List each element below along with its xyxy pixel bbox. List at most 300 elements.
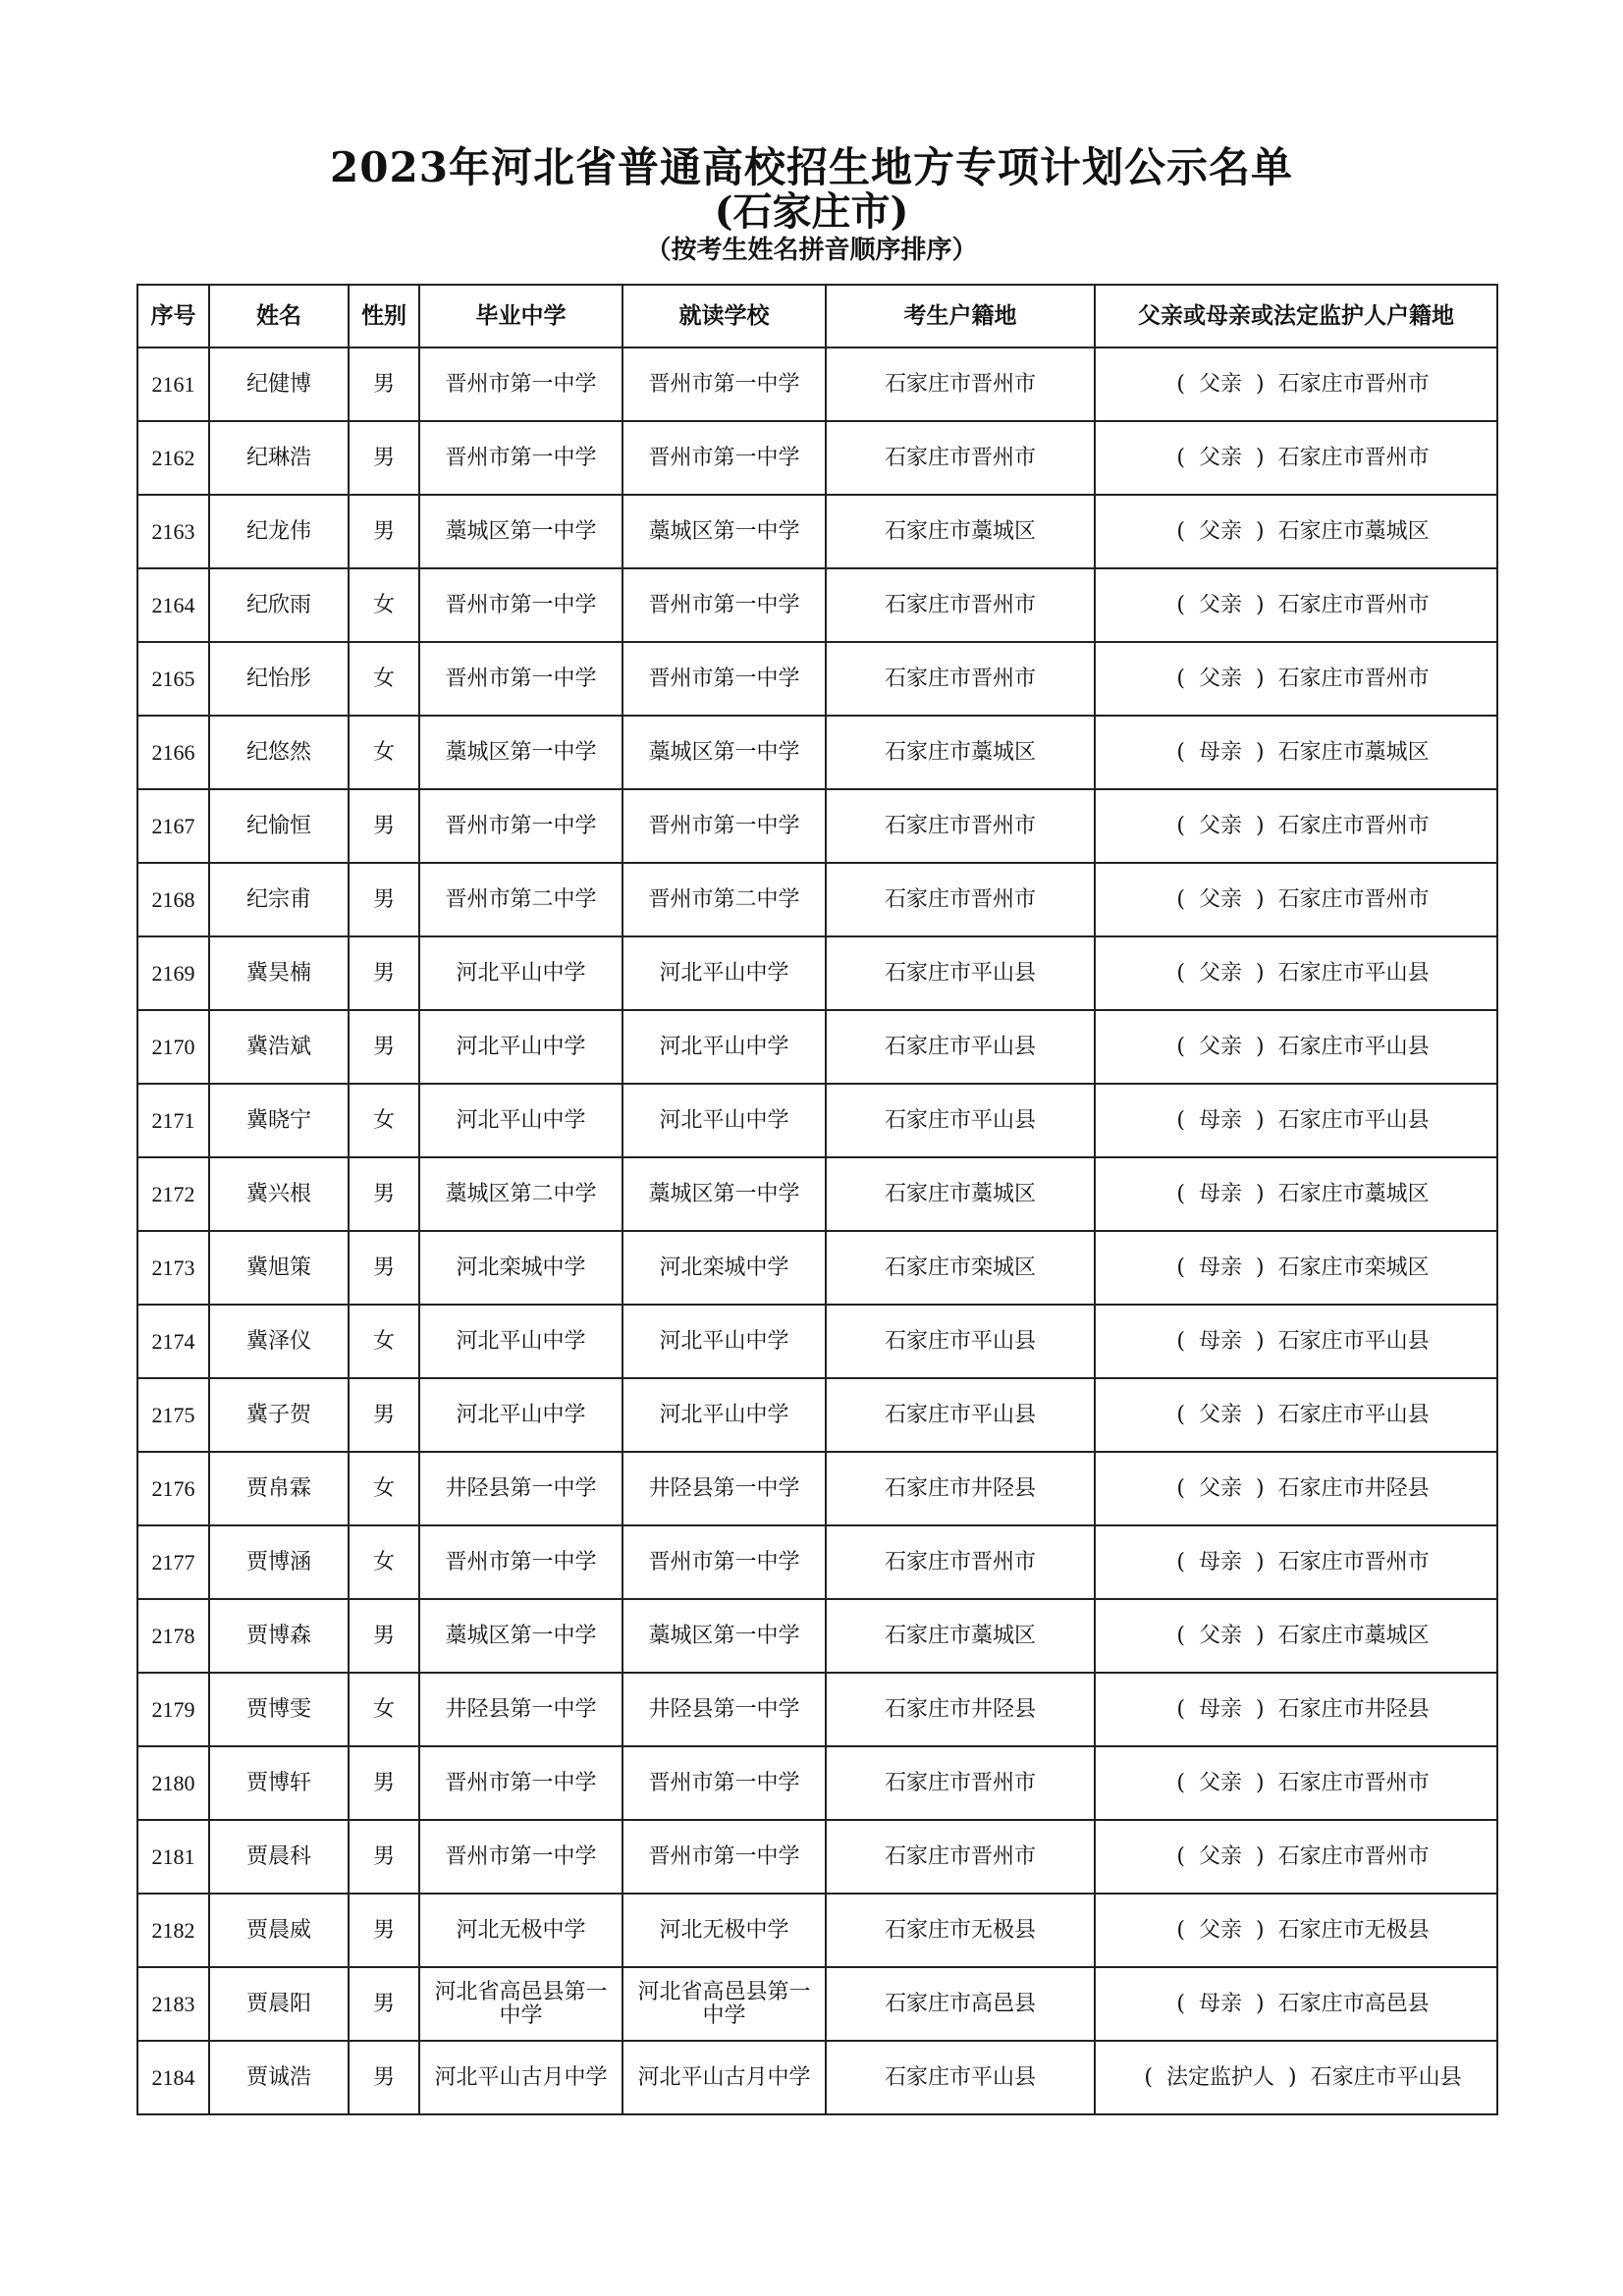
guardian-type: 父亲: [1198, 1475, 1242, 1501]
table-row: [137, 1452, 1497, 1525]
student-residence-cell: 石家庄市晋州市: [826, 421, 1095, 495]
guardian-residence-cell: [1095, 1157, 1497, 1231]
gender-cell: 男: [349, 1967, 419, 2041]
open-paren: (: [1176, 739, 1185, 765]
serial-cell: 2182: [137, 1894, 209, 1967]
serial-cell: 2169: [137, 936, 209, 1010]
guardian-residence-cell: [1095, 1967, 1497, 2041]
open-paren: (: [1176, 1181, 1185, 1206]
guardian-residence: 石家庄市平山县: [1277, 1034, 1430, 1059]
open-paren: (: [1176, 666, 1185, 691]
guardian-residence-cell: [1095, 1746, 1497, 1820]
guardian-residence-cell: [1095, 2041, 1497, 2114]
graduation-school-cell: 河北平山中学: [419, 1084, 622, 1157]
graduation-school-cell: 井陉县第一中学: [419, 1452, 622, 1525]
student-residence-cell: 石家庄市平山县: [826, 1378, 1095, 1452]
guardian-residence-cell: [1095, 1378, 1497, 1452]
gender-cell: 女: [349, 1525, 419, 1599]
header-graduation-school: 毕业中学: [419, 285, 622, 347]
student-residence-cell: 石家庄市晋州市: [826, 568, 1095, 642]
gender-cell: 男: [349, 1378, 419, 1452]
gender-cell: 女: [349, 642, 419, 716]
gender-cell: 男: [349, 421, 419, 495]
table-row: [137, 1378, 1497, 1452]
guardian-residence: 石家庄市平山县: [1277, 1402, 1430, 1427]
guardian-type: 母亲: [1198, 1549, 1242, 1575]
header-current-school: 就读学校: [622, 285, 826, 347]
serial-cell: 2172: [137, 1157, 209, 1231]
current-school-cell: 晋州市第一中学: [622, 789, 826, 863]
guardian-residence-cell: [1095, 568, 1497, 642]
guardian-residence: 石家庄市晋州市: [1277, 445, 1430, 470]
guardian-residence: 石家庄市晋州市: [1277, 1549, 1430, 1575]
serial-cell: 2180: [137, 1746, 209, 1820]
name-cell: 纪健博: [209, 347, 349, 421]
guardian-type: 父亲: [1198, 1843, 1242, 1869]
current-school-cell: 井陉县第一中学: [622, 1452, 826, 1525]
open-paren: (: [1176, 371, 1185, 397]
header-guardian-residence: 父亲或母亲或法定监护人户籍地: [1095, 285, 1497, 347]
student-residence-cell: 石家庄市井陉县: [826, 1673, 1095, 1746]
graduation-school-cell: 晋州市第一中学: [419, 1746, 622, 1820]
guardian-residence: 石家庄市高邑县: [1277, 1991, 1430, 2016]
student-residence-cell: 石家庄市平山县: [826, 1305, 1095, 1378]
gender-cell: 女: [349, 1452, 419, 1525]
table-row: [137, 1820, 1497, 1894]
table-row: [137, 1010, 1497, 1084]
open-paren: (: [1176, 1917, 1185, 1943]
graduation-school-cell: 河北平山中学: [419, 1378, 622, 1452]
close-paren: ): [1256, 445, 1265, 470]
current-school-cell: 河北省高邑县第一中学: [622, 1967, 826, 2041]
name-cell: 贾晨科: [209, 1820, 349, 1894]
student-residence-cell: 石家庄市平山县: [826, 1084, 1095, 1157]
close-paren: ): [1256, 592, 1265, 617]
table-row: [137, 1305, 1497, 1378]
graduation-school-cell: 河北平山中学: [419, 1305, 622, 1378]
close-paren: ): [1256, 1549, 1265, 1575]
guardian-residence: 石家庄市平山县: [1277, 960, 1430, 986]
student-residence-cell: 石家庄市晋州市: [826, 789, 1095, 863]
gender-cell: 女: [349, 1084, 419, 1157]
graduation-school-cell: 晋州市第二中学: [419, 863, 622, 936]
student-residence-cell: 石家庄市高邑县: [826, 1967, 1095, 2041]
guardian-residence: 石家庄市晋州市: [1277, 886, 1430, 912]
name-cell: 贾博轩: [209, 1746, 349, 1820]
current-school-cell: 藁城区第一中学: [622, 495, 826, 568]
guardian-type: 母亲: [1198, 1107, 1242, 1133]
student-residence-cell: 石家庄市晋州市: [826, 347, 1095, 421]
close-paren: ): [1256, 1991, 1265, 2016]
guardian-type: 母亲: [1198, 1181, 1242, 1206]
guardian-residence-cell: [1095, 1010, 1497, 1084]
current-school-cell: 河北平山古月中学: [622, 2041, 826, 2114]
current-school-cell: 晋州市第一中学: [622, 1820, 826, 1894]
name-cell: 贾博涵: [209, 1525, 349, 1599]
name-cell: 纪龙伟: [209, 495, 349, 568]
close-paren: ): [1256, 1475, 1265, 1501]
current-school-cell: 河北平山中学: [622, 1305, 826, 1378]
guardian-type: 父亲: [1198, 666, 1242, 691]
table-row: [137, 1894, 1497, 1967]
name-cell: 贾帛霖: [209, 1452, 349, 1525]
open-paren: (: [1176, 960, 1185, 986]
student-residence-cell: 石家庄市藁城区: [826, 716, 1095, 789]
close-paren: ): [1256, 1843, 1265, 1869]
table-row: [137, 495, 1497, 568]
guardian-type: 母亲: [1198, 1255, 1242, 1280]
serial-cell: 2163: [137, 495, 209, 568]
guardian-residence-cell: [1095, 1231, 1497, 1305]
name-cell: 贾诚浩: [209, 2041, 349, 2114]
open-paren: (: [1176, 1696, 1185, 1722]
serial-cell: 2181: [137, 1820, 209, 1894]
serial-cell: 2164: [137, 568, 209, 642]
guardian-residence: 石家庄市平山县: [1310, 2064, 1462, 2090]
guardian-residence: 石家庄市井陉县: [1277, 1696, 1430, 1722]
close-paren: ): [1256, 1255, 1265, 1280]
name-cell: 纪欣雨: [209, 568, 349, 642]
close-paren: ): [1256, 518, 1265, 544]
guardian-residence: 石家庄市无极县: [1277, 1917, 1430, 1943]
gender-cell: 男: [349, 863, 419, 936]
table-header-row: [137, 285, 1497, 347]
guardian-residence-cell: [1095, 1673, 1497, 1746]
guardian-residence-cell: [1095, 789, 1497, 863]
serial-cell: 2161: [137, 347, 209, 421]
serial-cell: 2179: [137, 1673, 209, 1746]
header-student-residence: 考生户籍地: [826, 285, 1095, 347]
serial-cell: 2167: [137, 789, 209, 863]
guardian-residence: 石家庄市藁城区: [1277, 1181, 1430, 1206]
close-paren: ): [1256, 1623, 1265, 1648]
student-residence-cell: 石家庄市晋州市: [826, 1746, 1095, 1820]
guardian-type: 父亲: [1198, 445, 1242, 470]
gender-cell: 男: [349, 347, 419, 421]
graduation-school-cell: 晋州市第一中学: [419, 568, 622, 642]
gender-cell: 女: [349, 716, 419, 789]
graduation-school-cell: 晋州市第一中学: [419, 789, 622, 863]
serial-cell: 2174: [137, 1305, 209, 1378]
header-gender: 性别: [349, 285, 419, 347]
guardian-type: 父亲: [1198, 592, 1242, 617]
current-school-cell: 藁城区第一中学: [622, 1599, 826, 1673]
guardian-residence-cell: [1095, 716, 1497, 789]
table-row: [137, 1525, 1497, 1599]
close-paren: ): [1256, 666, 1265, 691]
document-sort-note: （按考生姓名拼音顺序排序）: [645, 236, 978, 265]
graduation-school-cell: 晋州市第一中学: [419, 642, 622, 716]
current-school-cell: 晋州市第一中学: [622, 421, 826, 495]
serial-cell: 2177: [137, 1525, 209, 1599]
table-row: [137, 1157, 1497, 1231]
open-paren: (: [1176, 1549, 1185, 1575]
guardian-type: 母亲: [1198, 1991, 1242, 2016]
guardian-residence: 石家庄市藁城区: [1277, 518, 1430, 544]
guardian-type: 父亲: [1198, 1034, 1242, 1059]
guardian-residence-cell: [1095, 1084, 1497, 1157]
graduation-school-cell: 藁城区第一中学: [419, 1599, 622, 1673]
close-paren: ): [1256, 1034, 1265, 1059]
serial-cell: 2184: [137, 2041, 209, 2114]
name-cell: 冀兴根: [209, 1157, 349, 1231]
current-school-cell: 晋州市第一中学: [622, 1525, 826, 1599]
guardian-type: 父亲: [1198, 1623, 1242, 1648]
guardian-residence: 石家庄市晋州市: [1277, 666, 1430, 691]
graduation-school-cell: 河北无极中学: [419, 1894, 622, 1967]
guardian-residence: 石家庄市藁城区: [1277, 739, 1430, 765]
serial-cell: 2168: [137, 863, 209, 936]
gender-cell: 女: [349, 1673, 419, 1746]
guardian-type: 父亲: [1198, 1402, 1242, 1427]
current-school-cell: 晋州市第二中学: [622, 863, 826, 936]
student-residence-cell: 石家庄市晋州市: [826, 1820, 1095, 1894]
guardian-residence: 石家庄市平山县: [1277, 1107, 1430, 1133]
graduation-school-cell: 晋州市第一中学: [419, 347, 622, 421]
gender-cell: 男: [349, 1599, 419, 1673]
gender-cell: 男: [349, 1231, 419, 1305]
graduation-school-cell: 河北平山中学: [419, 1010, 622, 1084]
name-cell: 纪宗甫: [209, 863, 349, 936]
open-paren: (: [1176, 1328, 1185, 1354]
serial-cell: 2166: [137, 716, 209, 789]
guardian-residence: 石家庄市晋州市: [1277, 371, 1430, 397]
close-paren: ): [1256, 1181, 1265, 1206]
guardian-residence-cell: [1095, 642, 1497, 716]
name-cell: 贾晨阳: [209, 1967, 349, 2041]
student-residence-cell: 石家庄市藁城区: [826, 1599, 1095, 1673]
guardian-type: 父亲: [1198, 1770, 1242, 1795]
name-cell: 纪琳浩: [209, 421, 349, 495]
name-cell: 纪悠然: [209, 716, 349, 789]
table-row: [137, 716, 1497, 789]
guardian-residence: 石家庄市平山县: [1277, 1328, 1430, 1354]
serial-cell: 2165: [137, 642, 209, 716]
guardian-type: 父亲: [1198, 960, 1242, 986]
table-row: [137, 1231, 1497, 1305]
graduation-school-cell: 藁城区第二中学: [419, 1157, 622, 1231]
current-school-cell: 藁城区第一中学: [622, 716, 826, 789]
graduation-school-cell: 晋州市第一中学: [419, 1525, 622, 1599]
gender-cell: 男: [349, 1157, 419, 1231]
student-residence-cell: 石家庄市藁城区: [826, 1157, 1095, 1231]
current-school-cell: 晋州市第一中学: [622, 642, 826, 716]
guardian-residence: 石家庄市晋州市: [1277, 1843, 1430, 1869]
current-school-cell: 藁城区第一中学: [622, 1157, 826, 1231]
serial-cell: 2171: [137, 1084, 209, 1157]
student-residence-cell: 石家庄市井陉县: [826, 1452, 1095, 1525]
serial-cell: 2162: [137, 421, 209, 495]
serial-cell: 2178: [137, 1599, 209, 1673]
table-row: [137, 1599, 1497, 1673]
open-paren: (: [1176, 518, 1185, 544]
close-paren: ): [1256, 1696, 1265, 1722]
guardian-residence: 石家庄市栾城区: [1277, 1255, 1430, 1280]
gender-cell: 男: [349, 936, 419, 1010]
guardian-type: 母亲: [1198, 739, 1242, 765]
guardian-type: 母亲: [1198, 1328, 1242, 1354]
student-residence-cell: 石家庄市晋州市: [826, 642, 1095, 716]
student-residence-cell: 石家庄市平山县: [826, 2041, 1095, 2114]
guardian-residence-cell: [1095, 1820, 1497, 1894]
open-paren: (: [1144, 2064, 1153, 2090]
student-residence-cell: 石家庄市晋州市: [826, 1525, 1095, 1599]
name-cell: 冀旭策: [209, 1231, 349, 1305]
header-name: 姓名: [209, 285, 349, 347]
gender-cell: 女: [349, 1305, 419, 1378]
open-paren: (: [1176, 1770, 1185, 1795]
graduation-school-cell: 河北平山中学: [419, 936, 622, 1010]
name-cell: 冀晓宁: [209, 1084, 349, 1157]
document-subtitle-city: (石家庄市): [714, 188, 909, 235]
current-school-cell: 河北平山中学: [622, 1084, 826, 1157]
current-school-cell: 河北无极中学: [622, 1894, 826, 1967]
serial-cell: 2170: [137, 1010, 209, 1084]
table-row: [137, 1673, 1497, 1746]
graduation-school-cell: 晋州市第一中学: [419, 421, 622, 495]
open-paren: (: [1176, 1623, 1185, 1648]
guardian-residence: 石家庄市晋州市: [1277, 592, 1430, 617]
table-row: [137, 642, 1497, 716]
open-paren: (: [1176, 1843, 1185, 1869]
close-paren: ): [1256, 1770, 1265, 1795]
open-paren: (: [1176, 813, 1185, 838]
table-row: [137, 863, 1497, 936]
graduation-school-cell: 河北省高邑县第一中学: [419, 1967, 622, 2041]
current-school-cell: 晋州市第一中学: [622, 347, 826, 421]
gender-cell: 男: [349, 789, 419, 863]
guardian-residence-cell: [1095, 1599, 1497, 1673]
document-title: 2023年河北省普通高校招生地方专项计划公示名单: [330, 143, 1293, 191]
table-row: [137, 421, 1497, 495]
name-cell: 贾晨威: [209, 1894, 349, 1967]
name-cell: 纪怡彤: [209, 642, 349, 716]
current-school-cell: 河北栾城中学: [622, 1231, 826, 1305]
open-paren: (: [1176, 1402, 1185, 1427]
guardian-residence-cell: [1095, 1452, 1497, 1525]
guardian-residence-cell: [1095, 1525, 1497, 1599]
open-paren: (: [1176, 886, 1185, 912]
table-row: [137, 1967, 1497, 2041]
gender-cell: 女: [349, 568, 419, 642]
close-paren: ): [1256, 1917, 1265, 1943]
close-paren: ): [1256, 1402, 1265, 1427]
guardian-residence-cell: [1095, 1894, 1497, 1967]
open-paren: (: [1176, 1255, 1185, 1280]
guardian-type: 母亲: [1198, 1696, 1242, 1722]
student-residence-cell: 石家庄市无极县: [826, 1894, 1095, 1967]
student-residence-cell: 石家庄市平山县: [826, 936, 1095, 1010]
guardian-type: 法定监护人: [1165, 2064, 1274, 2090]
graduation-school-cell: 藁城区第一中学: [419, 716, 622, 789]
student-residence-cell: 石家庄市栾城区: [826, 1231, 1095, 1305]
table-row: [137, 936, 1497, 1010]
current-school-cell: 晋州市第一中学: [622, 1746, 826, 1820]
open-paren: (: [1176, 1991, 1185, 2016]
gender-cell: 男: [349, 1746, 419, 1820]
gender-cell: 男: [349, 1894, 419, 1967]
graduation-school-cell: 井陉县第一中学: [419, 1673, 622, 1746]
close-paren: ): [1256, 371, 1265, 397]
close-paren: ): [1256, 886, 1265, 912]
table-row: [137, 347, 1497, 421]
student-residence-cell: 石家庄市藁城区: [826, 495, 1095, 568]
guardian-type: 父亲: [1198, 518, 1242, 544]
header-serial: 序号: [137, 285, 209, 347]
name-cell: 冀子贺: [209, 1378, 349, 1452]
name-cell: 冀昊楠: [209, 936, 349, 1010]
graduation-school-cell: 河北栾城中学: [419, 1231, 622, 1305]
close-paren: ): [1288, 2064, 1297, 2090]
open-paren: (: [1176, 1034, 1185, 1059]
open-paren: (: [1176, 1475, 1185, 1501]
guardian-type: 父亲: [1198, 886, 1242, 912]
guardian-residence-cell: [1095, 421, 1497, 495]
name-cell: 纪愉恒: [209, 789, 349, 863]
name-cell: 冀泽仪: [209, 1305, 349, 1378]
table-row: [137, 1084, 1497, 1157]
current-school-cell: 河北平山中学: [622, 936, 826, 1010]
current-school-cell: 河北平山中学: [622, 1378, 826, 1452]
graduation-school-cell: 河北平山古月中学: [419, 2041, 622, 2114]
guardian-residence: 石家庄市晋州市: [1277, 813, 1430, 838]
gender-cell: 男: [349, 495, 419, 568]
student-residence-cell: 石家庄市晋州市: [826, 863, 1095, 936]
table-row: [137, 789, 1497, 863]
name-cell: 贾博森: [209, 1599, 349, 1673]
current-school-cell: 晋州市第一中学: [622, 568, 826, 642]
guardian-residence: 石家庄市晋州市: [1277, 1770, 1430, 1795]
serial-cell: 2173: [137, 1231, 209, 1305]
guardian-type: 父亲: [1198, 371, 1242, 397]
table-row: [137, 568, 1497, 642]
table-row: [137, 2041, 1497, 2114]
guardian-residence: 石家庄市藁城区: [1277, 1623, 1430, 1648]
close-paren: ): [1256, 813, 1265, 838]
guardian-residence-cell: [1095, 863, 1497, 936]
gender-cell: 男: [349, 2041, 419, 2114]
roster-table: [136, 284, 1498, 2115]
guardian-type: 父亲: [1198, 813, 1242, 838]
name-cell: 冀浩斌: [209, 1010, 349, 1084]
guardian-residence-cell: [1095, 936, 1497, 1010]
graduation-school-cell: 藁城区第一中学: [419, 495, 622, 568]
current-school-cell: 河北平山中学: [622, 1010, 826, 1084]
graduation-school-cell: 晋州市第一中学: [419, 1820, 622, 1894]
gender-cell: 男: [349, 1010, 419, 1084]
open-paren: (: [1176, 445, 1185, 470]
close-paren: ): [1256, 1328, 1265, 1354]
student-residence-cell: 石家庄市平山县: [826, 1010, 1095, 1084]
close-paren: ): [1256, 960, 1265, 986]
open-paren: (: [1176, 592, 1185, 617]
close-paren: ): [1256, 1107, 1265, 1133]
serial-cell: 2175: [137, 1378, 209, 1452]
current-school-cell: 井陉县第一中学: [622, 1673, 826, 1746]
gender-cell: 男: [349, 1820, 419, 1894]
guardian-residence-cell: [1095, 495, 1497, 568]
guardian-residence-cell: [1095, 347, 1497, 421]
name-cell: 贾博雯: [209, 1673, 349, 1746]
guardian-residence: 石家庄市井陉县: [1277, 1475, 1430, 1501]
table-row: [137, 1746, 1497, 1820]
close-paren: ): [1256, 739, 1265, 765]
guardian-residence-cell: [1095, 1305, 1497, 1378]
serial-cell: 2176: [137, 1452, 209, 1525]
open-paren: (: [1176, 1107, 1185, 1133]
serial-cell: 2183: [137, 1967, 209, 2041]
guardian-type: 父亲: [1198, 1917, 1242, 1943]
